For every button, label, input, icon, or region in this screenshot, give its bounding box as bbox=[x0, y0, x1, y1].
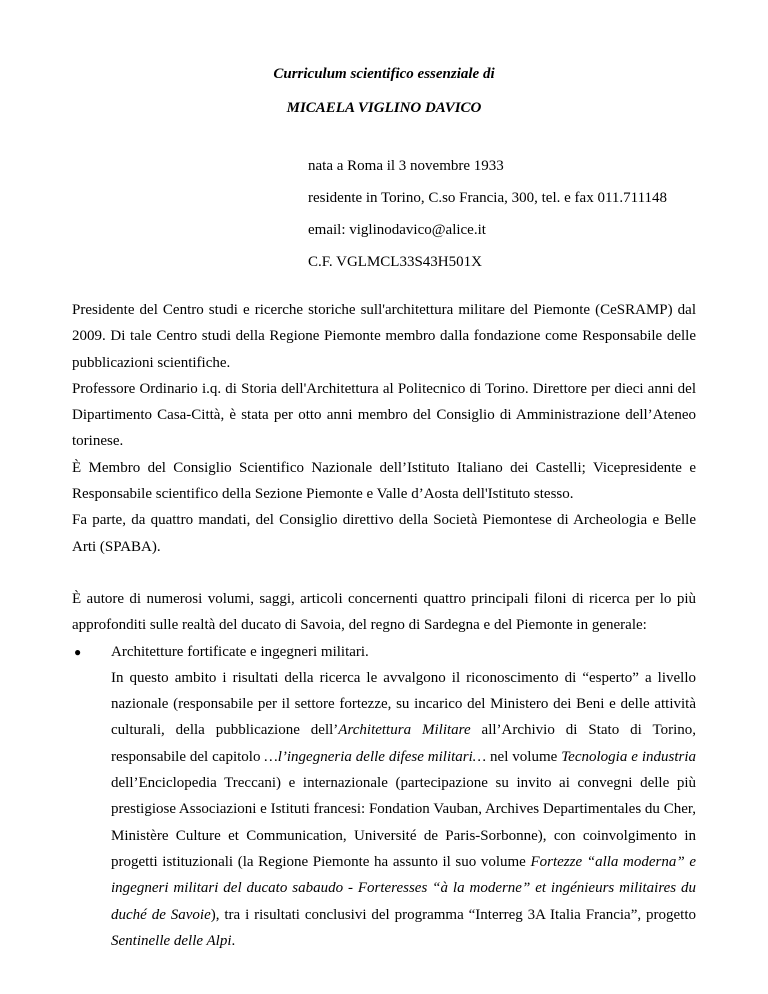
email-line: email: viglinodavico@alice.it bbox=[308, 222, 486, 238]
bullet-text-1: In questo ambito i risultati della ricerca le avvalgono il riconoscimento di “esperto” a livello nazionale (responsabile per il settore fortezze, su incarico del Ministero dei Beni e delle attività culturali, della pubblicazione dell’ bbox=[111, 669, 696, 739]
bullet-italic-4: Fortezze “alla moderna” e ingegneri militari del ducato sabaudo - Forteresses “à la moderne” et ingénieurs militaires du duché de Savoie bbox=[111, 853, 696, 923]
paragraph-research-intro: È autore di numerosi volumi, saggi, articoli concernenti quattro principali filoni di ricerca per lo più approfonditi sulle realtà del ducato di Savoia, del regno di Sardegna e del Piemonte in generale: bbox=[72, 590, 696, 634]
bullet-text-5: ), tra i risultati conclusivi del programma “Interreg 3A Italia Francia”, progetto bbox=[210, 906, 696, 923]
bullet-text-4: dell’Enciclopedia Treccani) e internazionale (partecipazione su invito ai convegni delle più prestigiose Associazioni e Istituti francesi: Fondation Vauban, Archives Departimentales du Cher, Ministère Culture et Communication, Université de Paris-Sorbonne), con coinvolgimento in progetti istituzionali (la Regione Piemonte ha assunto il suo volume bbox=[111, 775, 696, 870]
document-body bbox=[72, 297, 696, 954]
bullet-italic-5: Sentinelle delle Alpi bbox=[111, 932, 232, 949]
tax-code-line: C.F. VGLMCL33S43H501X bbox=[308, 254, 482, 270]
bullet-heading: Architetture fortificate e ingegneri militari. bbox=[111, 643, 369, 660]
author-name: MICAELA VIGLINO DAVICO bbox=[286, 100, 482, 116]
paragraph-castles-institute: È Membro del Consiglio Scientifico Nazionale dell’Istituto Italiano dei Castelli; Vicepresidente e Responsabile scientifico della Sezione Piemonte e Valle d’Aosta dell'Istituto stesso. bbox=[72, 459, 696, 503]
research-bullet-item bbox=[72, 639, 696, 955]
paragraph-professorship: Professore Ordinario i.q. di Storia dell'Architettura al Politecnico di Torino. Direttore per dieci anni del Dipartimento Casa-Città, è stata per otto anni membro del Consiglio di Amministrazione dell’Ateneo torinese. bbox=[72, 380, 696, 450]
bullet-italic-1: Architettura Militare bbox=[338, 722, 471, 739]
bullet-italic-2: …l’ingegneria delle difese militari… bbox=[264, 748, 487, 765]
document-title: Curriculum scientifico essenziale di bbox=[273, 66, 495, 82]
birth-line: nata a Roma il 3 novembre 1933 bbox=[308, 158, 504, 174]
bullet-text-3: nel volume bbox=[486, 748, 562, 765]
bullet-description bbox=[111, 665, 696, 954]
personal-info bbox=[308, 150, 748, 278]
bullet-italic-3: Tecnologia e industria bbox=[561, 748, 696, 765]
bullet-text-6: . bbox=[231, 932, 236, 949]
paragraph-spaba: Fa parte, da quattro mandati, del Consiglio direttivo della Società Piemontese di Archeologia e Belle Arti (SPABA). bbox=[72, 512, 696, 555]
residence-line: residente in Torino, C.so Francia, 300, tel. e fax 011.711148 bbox=[308, 190, 668, 206]
paragraph-presidency: Presidente del Centro studi e ricerche storiche sull'architettura militare del Piemonte (CeSRAMP) dal 2009. Di tale Centro studi della Regione Piemonte membro dalla fondazione come Responsabile delle pubblicazioni scientifiche. bbox=[72, 302, 696, 371]
bullet-text-2: all’Archivio di Stato di Torino, responsabile del capitolo bbox=[111, 722, 696, 765]
bullet-icon: ● bbox=[74, 644, 82, 659]
